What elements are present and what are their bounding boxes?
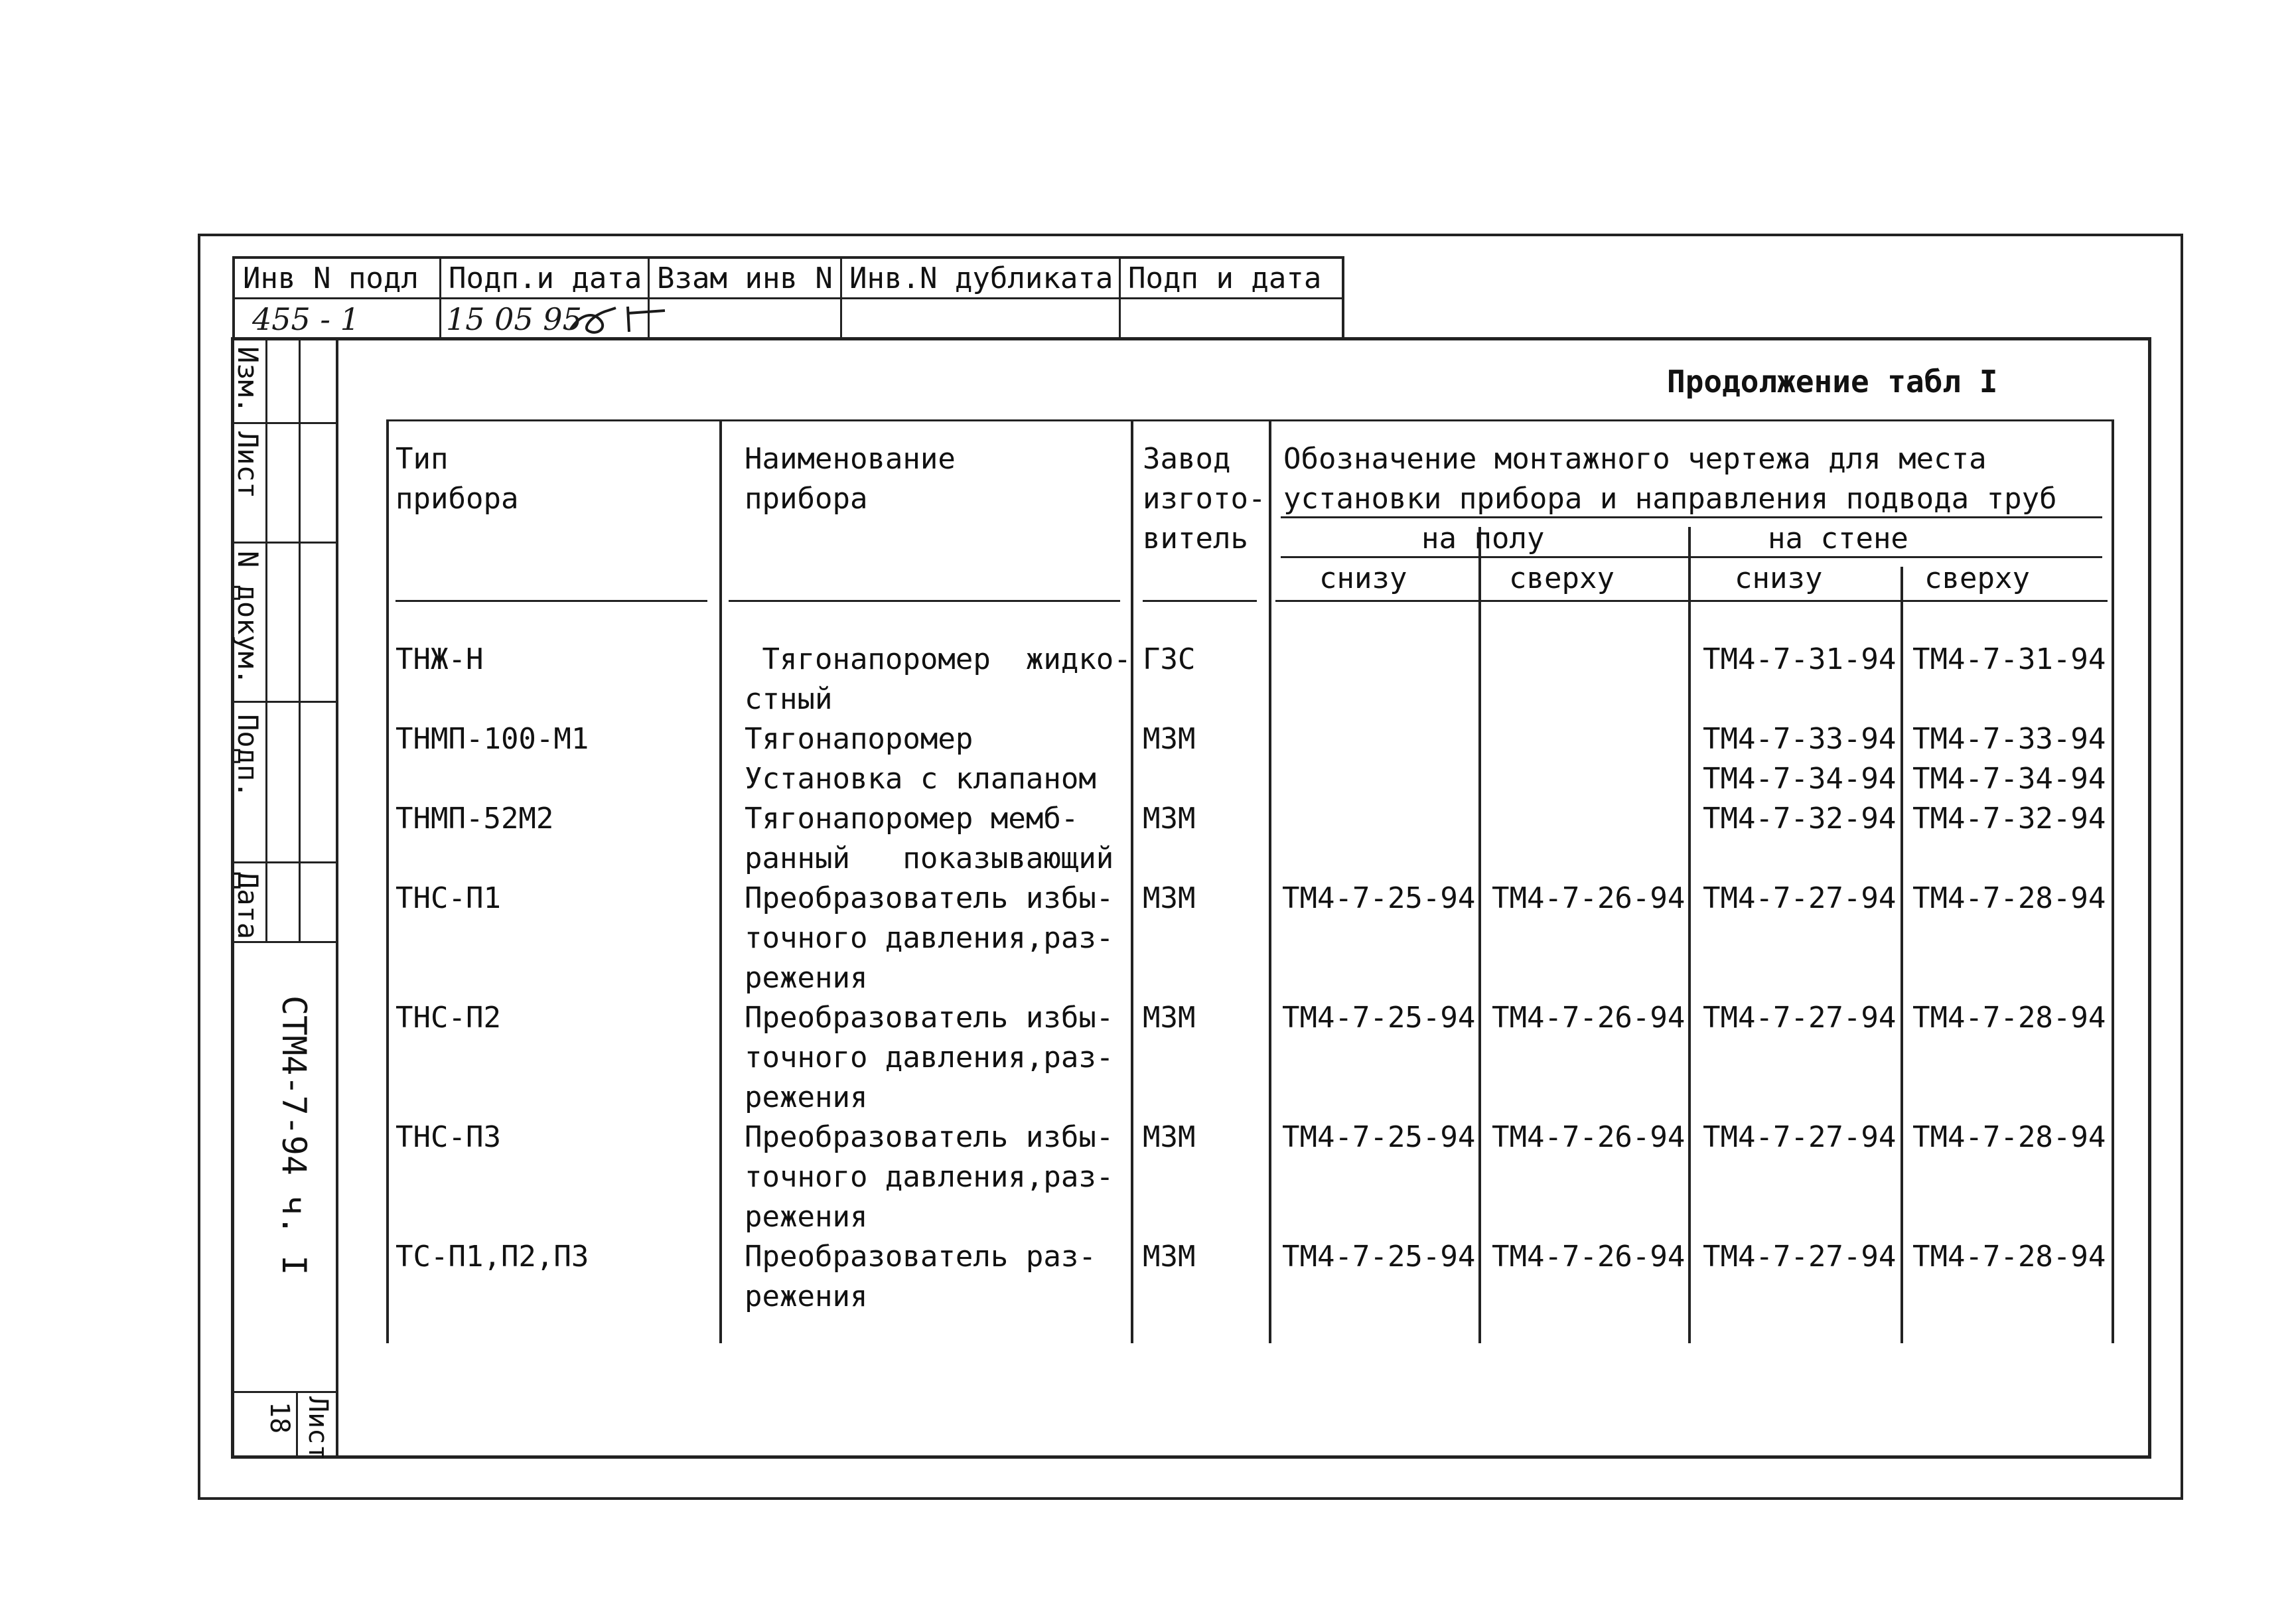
header-designation-1: Обозначение монтажного чертежа для места <box>1283 442 1987 476</box>
row-floor-above: ТМ4-7-26-94 <box>1492 881 1686 915</box>
row-type: ТНМП-100-М1 <box>395 722 589 756</box>
row-maker: МЗМ <box>1143 802 1196 836</box>
row-maker: МЗМ <box>1143 1240 1196 1274</box>
stamp-value-date: 15 05 95 <box>446 301 582 337</box>
stamp-header-inv-dup: Инв.N дубликата <box>849 261 1113 295</box>
row-floor-above: ТМ4-7-26-94 <box>1492 1001 1686 1035</box>
sheet-number: 18 <box>264 1402 295 1434</box>
row-wall-below: ТМ4-7-31-94 <box>1703 642 1897 676</box>
stamp-header-inv-orig: Инв N подл <box>243 261 419 295</box>
row-name: Преобразователь раз- режения <box>745 1240 1096 1313</box>
stamp-header-sign-date-2: Подп и дата <box>1128 261 1322 295</box>
row-wall-above: ТМ4-7-31-94 <box>1912 642 2106 676</box>
header-name: Наименование прибора <box>745 442 956 516</box>
side-label-doc-no: N докум. <box>232 551 264 686</box>
row-wall-below: ТМ4-7-27-94 <box>1703 881 1897 915</box>
row-wall-above: ТМ4-7-28-94 <box>1912 881 2106 915</box>
row-maker: МЗМ <box>1143 881 1196 915</box>
row-maker: МЗМ <box>1143 722 1196 756</box>
header-wall: на стене <box>1768 522 1908 555</box>
row-name: Тягонапоромер жидко- стный <box>745 642 1131 716</box>
stamp-header-sign-date: Подп.и дата <box>449 261 642 295</box>
row-type: ТНС-П1 <box>395 881 501 915</box>
row-wall-above: ТМ4-7-33-94 ТМ4-7-34-94 <box>1912 722 2106 796</box>
sheet-label: Лист <box>303 1396 333 1461</box>
row-name: Преобразователь избы- точного давления,раз- режения <box>745 1001 1114 1114</box>
row-wall-above: ТМ4-7-28-94 <box>1912 1240 2106 1274</box>
row-floor-above: ТМ4-7-26-94 <box>1492 1120 1686 1154</box>
side-label-sign: Подп. <box>232 714 264 798</box>
header-type: Тип прибора <box>395 442 519 516</box>
row-wall-above: ТМ4-7-32-94 <box>1912 802 2106 836</box>
row-wall-below: ТМ4-7-33-94 ТМ4-7-34-94 <box>1703 722 1897 796</box>
page-title: Продолжение табл I <box>1667 364 1998 400</box>
stamp-table <box>232 256 1344 338</box>
instrument-table <box>386 419 2114 1343</box>
side-strip <box>232 337 338 1459</box>
row-wall-below: ТМ4-7-32-94 <box>1703 802 1897 836</box>
side-label-date: Дата <box>232 872 264 940</box>
row-name: Тягонапоромер мемб- ранный показывающий <box>745 802 1114 875</box>
row-name: Тягонапоромер Установка с клапаном <box>745 722 1096 796</box>
header-floor: на полу <box>1421 522 1545 555</box>
row-floor-below: ТМ4-7-25-94 <box>1282 1001 1476 1035</box>
row-wall-above: ТМ4-7-28-94 <box>1912 1001 2106 1035</box>
row-floor-below: ТМ4-7-25-94 <box>1282 1240 1476 1274</box>
row-wall-above: ТМ4-7-28-94 <box>1912 1120 2106 1154</box>
side-label-change: Изм. <box>232 346 264 414</box>
document-code: СТМ4-7-94 ч. I <box>275 995 313 1276</box>
header-floor-below: снизу <box>1319 561 1407 595</box>
side-label-sheet: Лист <box>232 431 264 499</box>
header-maker: Завод изгото- витель <box>1143 442 1266 555</box>
row-floor-below: ТМ4-7-25-94 <box>1282 881 1476 915</box>
stamp-header-replace-inv: Взам инв N <box>657 261 833 295</box>
signature-mark <box>567 301 666 338</box>
header-wall-below: снизу <box>1735 561 1823 595</box>
header-floor-above: сверху <box>1509 561 1614 595</box>
row-wall-below: ТМ4-7-27-94 <box>1703 1001 1897 1035</box>
row-type: ТНС-П3 <box>395 1120 501 1154</box>
row-maker: ГЗС <box>1143 642 1196 676</box>
row-floor-above: ТМ4-7-26-94 <box>1492 1240 1686 1274</box>
stamp-value-inv: 455 - 1 <box>252 301 360 337</box>
row-name: Преобразователь избы- точного давления,раз- режения <box>745 881 1114 995</box>
row-type: ТС-П1,П2,П3 <box>395 1240 589 1274</box>
header-wall-above: сверху <box>1924 561 2030 595</box>
row-wall-below: ТМ4-7-27-94 <box>1703 1240 1897 1274</box>
row-name: Преобразователь избы- точного давления,раз- режения <box>745 1120 1114 1234</box>
row-floor-below: ТМ4-7-25-94 <box>1282 1120 1476 1154</box>
row-type: ТНЖ-Н <box>395 642 484 676</box>
row-type: ТНМП-52М2 <box>395 802 554 836</box>
row-wall-below: ТМ4-7-27-94 <box>1703 1120 1897 1154</box>
header-designation-2: установки прибора и направления подвода труб <box>1283 482 2057 516</box>
row-maker: МЗМ <box>1143 1120 1196 1154</box>
row-type: ТНС-П2 <box>395 1001 501 1035</box>
row-maker: МЗМ <box>1143 1001 1196 1035</box>
